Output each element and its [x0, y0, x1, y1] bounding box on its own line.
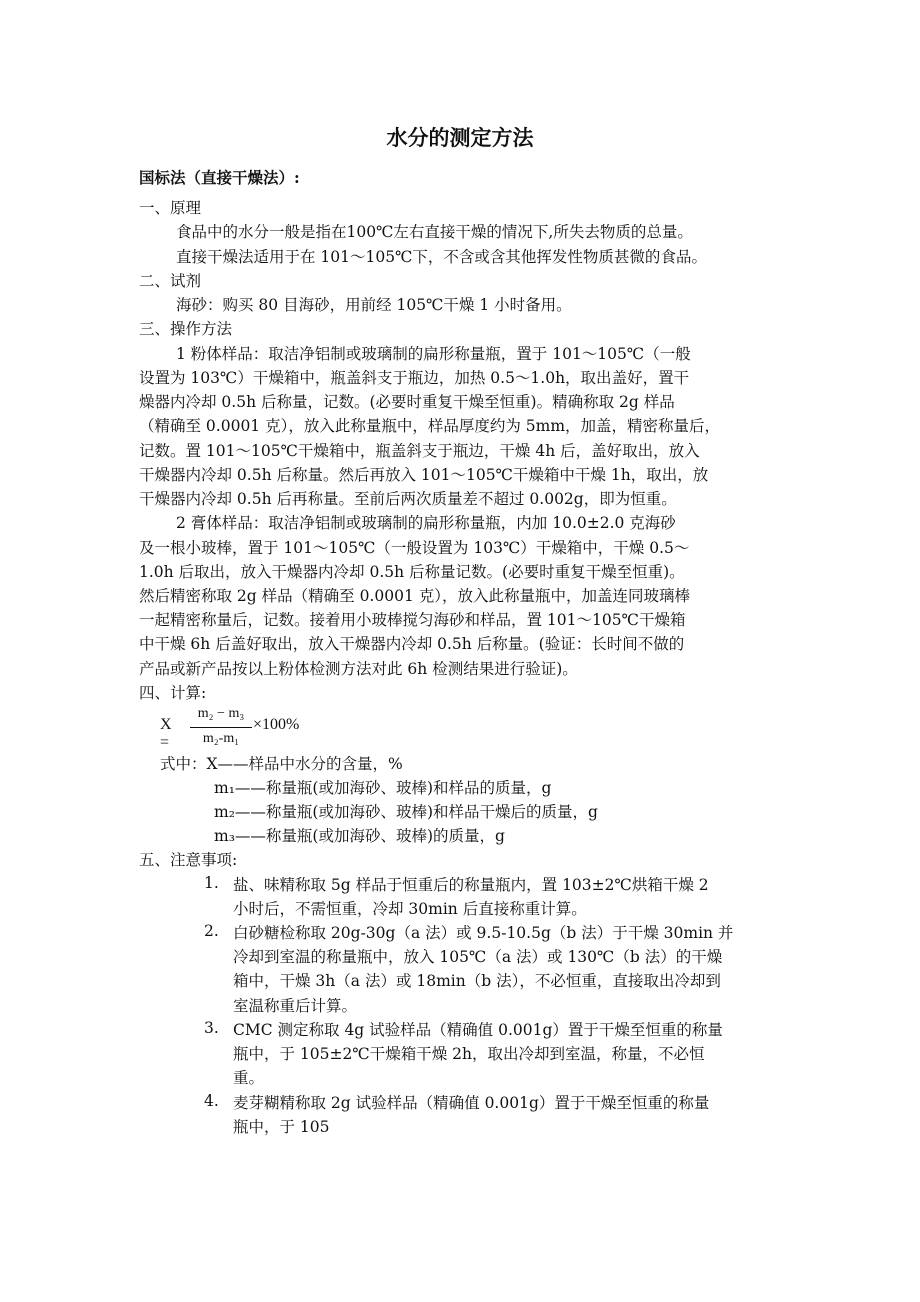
procedure-line: 及一根小玻棒，置于 101～105℃（一般设置为 103℃）干燥箱中，干燥 0.5～	[139, 539, 690, 557]
procedure-line: （精确至 0.0001 克），放入此称量瓶中，样品厚度约为 5mm，加盖，精密称量后，	[139, 417, 721, 435]
procedure-line: 干燥器内冷却 0.5h 后称量。然后再放入 101～105℃干燥箱中干燥 1h，取出，放	[139, 466, 709, 484]
formula-where-m2: m₂——称量瓶(或加海砂、玻棒)和样品干燥后的质量，g	[214, 803, 598, 821]
note-line: 瓶中，于 105±2℃干燥箱干燥 2h，取出冷却到室温，称量，不必恒	[233, 1045, 705, 1063]
formula-where-m1: m₁——称量瓶(或加海砂、玻棒)和样品的质量，g	[214, 779, 552, 797]
note-line: 重。	[233, 1069, 265, 1087]
procedure-line: 记数。置 101～105℃干燥箱中，瓶盖斜支于瓶边，干燥 4h 后，盖好取出，放入	[139, 442, 700, 460]
section-heading-procedure: 三、操作方法	[139, 320, 233, 338]
formula-where-m3: m₃——称量瓶(或加海砂、玻棒)的质量，g	[214, 827, 505, 845]
note-line: 盐、味精称取 5g 样品于恒重后的称量瓶内，置 103±2℃烘箱干燥 2	[233, 876, 709, 894]
principle-paragraph-1: 食品中的水分一般是指在100℃左右直接干燥的情况下,所失去物质的总量。	[176, 223, 693, 241]
procedure-line: 产品或新产品按以上粉体检测方法对此 6h 检测结果进行验证)。	[139, 660, 578, 678]
formula-denominator: m₂-m₁	[202, 731, 240, 746]
note-number: 1.	[204, 874, 219, 892]
procedure-line: 1.0h 后取出，放入干燥器内冷却 0.5h 后称量记数。(必要时重复干燥至恒重)。	[139, 563, 685, 581]
fraction-bar	[190, 727, 252, 728]
formula-tail: ×100%	[253, 716, 300, 733]
reagent-paragraph: 海砂：购买 80 目海砂，用前经 105℃干燥 1 小时备用。	[176, 296, 572, 314]
note-line: 冷却到室温的称量瓶中，放入 105℃（a 法）或 130℃（b 法）的干燥	[233, 948, 723, 966]
note-number: 2.	[204, 922, 219, 940]
procedure-line: 2 膏体样品：取洁净铝制或玻璃制的扁形称量瓶，内加 10.0±2.0 克海砂	[176, 514, 676, 532]
note-line: 麦芽糊精称取 2g 试验样品（精确值 0.001g）置于干燥至恒重的称量	[233, 1094, 710, 1112]
procedure-line: 一起精密称量后，记数。接着用小玻棒搅匀海砂和样品，置 101～105℃干燥箱	[139, 611, 686, 629]
principle-paragraph-2: 直接干燥法适用于在 101～105℃下，不含或含其他挥发性物质甚微的食品。	[176, 248, 707, 266]
note-number: 3.	[204, 1019, 219, 1037]
procedure-line: 干燥器内冷却 0.5h 后再称量。至前后两次质量差不超过 0.002g，即为恒重。	[139, 490, 677, 508]
procedure-line: 然后精密称取 2g 样品（精确至 0.0001 克），放入此称量瓶中，加盖连同玻璃棒	[139, 587, 690, 605]
formula-where-x: 式中：X——样品中水分的含量，%	[160, 755, 403, 773]
note-line: CMC 测定称取 4g 试验样品（精确值 0.001g）置于干燥至恒重的称量	[233, 1021, 723, 1039]
procedure-line: 中干燥 6h 后盖好取出，放入干燥器内冷却 0.5h 后称量。(验证：长时间不做的	[139, 635, 685, 653]
formula-lhs: X =	[160, 716, 172, 751]
procedure-line: 燥器内冷却 0.5h 后称量，记数。(必要时重复干燥至恒重)。精确称取 2g 样品	[139, 393, 675, 411]
section-heading-principle: 一、原理	[139, 199, 202, 217]
note-line: 白砂糖检称取 20g-30g（a 法）或 9.5-10.5g（b 法）于干燥 30min 并	[233, 924, 734, 942]
procedure-line: 1 粉体样品：取洁净铝制或玻璃制的扁形称量瓶，置于 101～105℃（一般	[176, 345, 691, 363]
page-title: 水分的测定方法	[386, 126, 534, 150]
method-heading: 国标法（直接干燥法）:	[139, 168, 300, 187]
note-line: 箱中，干燥 3h（a 法）或 18min（b 法），不必恒重，直接取出冷却到	[233, 972, 721, 990]
note-line: 瓶中，于 105	[233, 1118, 330, 1136]
section-heading-reagents: 二、试剂	[139, 272, 202, 290]
section-heading-calculation: 四、计算:	[139, 684, 207, 702]
section-heading-notes: 五、注意事项:	[139, 851, 238, 869]
note-line: 室温称重后计算。	[233, 997, 358, 1015]
note-number: 4.	[204, 1092, 219, 1110]
note-line: 小时后，不需恒重，冷却 30min 后直接称重计算。	[233, 900, 587, 918]
formula-numerator: m₂ − m₃	[197, 706, 245, 721]
procedure-line: 设置为 103℃）干燥箱中，瓶盖斜支于瓶边，加热 0.5～1.0h，取出盖好，置干	[139, 369, 690, 387]
